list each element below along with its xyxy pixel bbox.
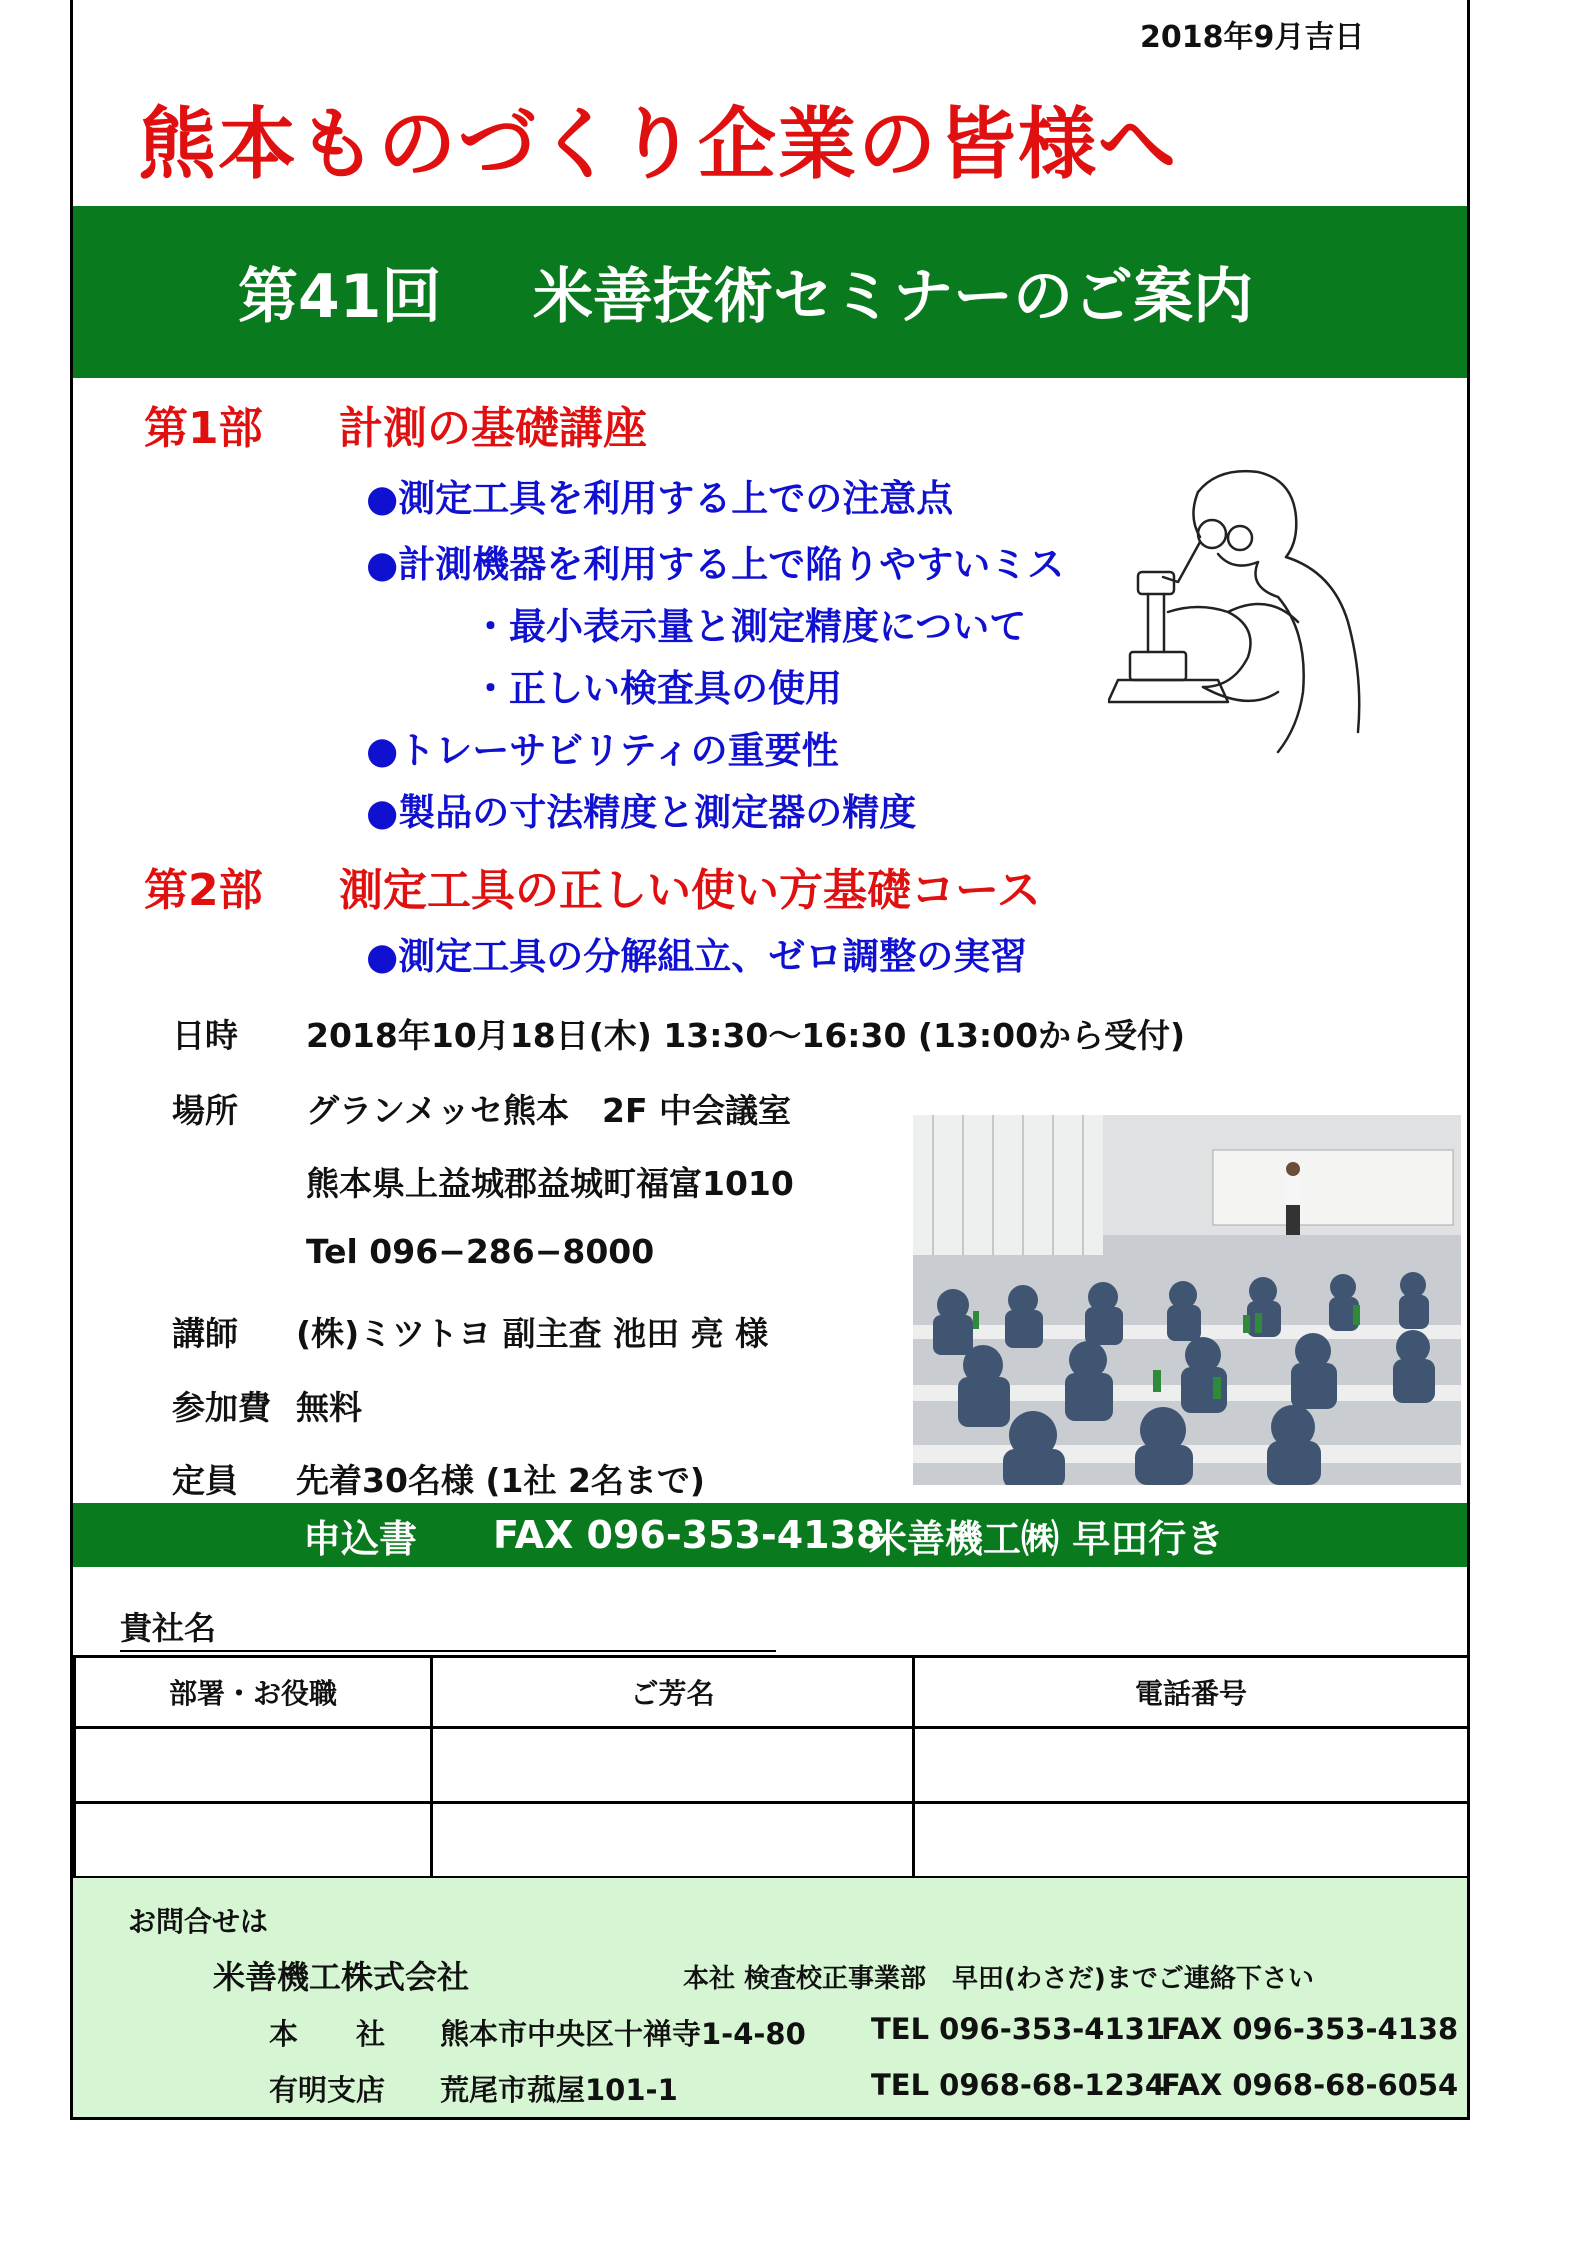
contact-section [73, 1878, 1467, 2117]
datetime-label: 日時 [172, 1016, 238, 1055]
seminar-photo [913, 1115, 1461, 1485]
office-address: 荒尾市菰屋101-1 [440, 2073, 678, 2107]
part1-bullet: ●測定工具を利用する上での注意点 [366, 477, 954, 520]
place-label: 場所 [172, 1091, 238, 1130]
capacity-label: 定員 [172, 1461, 238, 1500]
contact-intro: お問合せは [128, 1905, 269, 1938]
part1-bullet: ●トレーサビリティの重要性 [366, 729, 839, 772]
name-cell[interactable] [432, 1803, 914, 1878]
header-department: 部署・お役職 [75, 1657, 432, 1728]
department-cell[interactable] [75, 1728, 432, 1803]
office-address: 熊本市中央区十禅寺1-4-80 [440, 2017, 806, 2051]
lecturer-label: 講師 [172, 1314, 238, 1353]
table-header-row [75, 1657, 1469, 1728]
technician-illustration [1108, 462, 1370, 767]
office-tel: TEL 096-353-4131 [871, 2012, 1166, 2046]
application-recipient: 米善機工㈱ 早田行き [869, 1516, 1225, 1561]
part1-subbullet: ・最小表示量と測定精度について [472, 605, 1027, 648]
seminar-title-band [73, 206, 1467, 378]
fee-label: 参加費 [172, 1388, 271, 1427]
application-fax: FAX 096-353-4138 [493, 1513, 883, 1557]
office-fax: FAX 096-353-4138 [1161, 2012, 1459, 2046]
part2-bullet: ●測定工具の分解組立、ゼロ調整の実習 [366, 935, 1028, 978]
part1-bullet: ●製品の寸法精度と測定器の精度 [366, 791, 917, 834]
office-tel: TEL 0968-68-1234 [871, 2068, 1166, 2102]
header-name: ご芳名 [432, 1657, 914, 1728]
office-name: 有明支店 [269, 2073, 386, 2107]
part1-label: 第1部 [144, 403, 263, 454]
contact-company: 米善機工株式会社 [213, 1958, 470, 1996]
department-cell[interactable] [75, 1803, 432, 1878]
part2-title: 測定工具の正しい使い方基礎コース [339, 865, 1041, 916]
seminar-name: 米善技術セミナーのご案内 [533, 262, 1253, 332]
part1-subbullet: ・正しい検査具の使用 [472, 667, 842, 710]
capacity-value: 先着30名様 (1社 2名まで) [296, 1461, 705, 1500]
place-address: 熊本県上益城郡益城町福富1010 [306, 1164, 794, 1203]
company-name-field[interactable] [120, 1650, 776, 1652]
header-phone: 電話番号 [914, 1657, 1469, 1728]
phone-cell[interactable] [914, 1728, 1469, 1803]
phone-cell[interactable] [914, 1803, 1469, 1878]
office-fax: FAX 0968-68-6054 [1161, 2068, 1459, 2102]
part2-label: 第2部 [144, 865, 263, 916]
lecturer-value: (株)ミツトヨ 副主査 池田 亮 様 [296, 1314, 769, 1353]
seminar-number: 第41回 [238, 262, 442, 332]
main-title: 熊本ものづくり企業の皆様へ [138, 100, 1179, 190]
company-name-label: 貴社名 [120, 1609, 217, 1647]
part1-title: 計測の基礎講座 [339, 403, 647, 454]
application-band [73, 1503, 1467, 1567]
name-cell[interactable] [432, 1728, 914, 1803]
application-label: 申込書 [303, 1516, 418, 1561]
part1-bullet: ●計測機器を利用する上で陥りやすいミス [366, 543, 1065, 586]
issue-date: 2018年9月吉日 [1140, 20, 1365, 55]
contact-department-note: 本社 検査校正事業部 早田(わさだ)までご連絡下さい [683, 1964, 1314, 1994]
fee-value: 無料 [296, 1388, 362, 1427]
office-name: 本 社 [269, 2017, 386, 2051]
place-tel: Tel 096−286−8000 [306, 1232, 655, 1271]
application-form-table [73, 1655, 1470, 1879]
datetime-value: 2018年10月18日(木) 13:30～16:30 (13:00から受付) [306, 1016, 1186, 1055]
place-value: グランメッセ熊本 2F 中会議室 [306, 1091, 792, 1130]
table-row [75, 1728, 1469, 1803]
table-row [75, 1803, 1469, 1878]
